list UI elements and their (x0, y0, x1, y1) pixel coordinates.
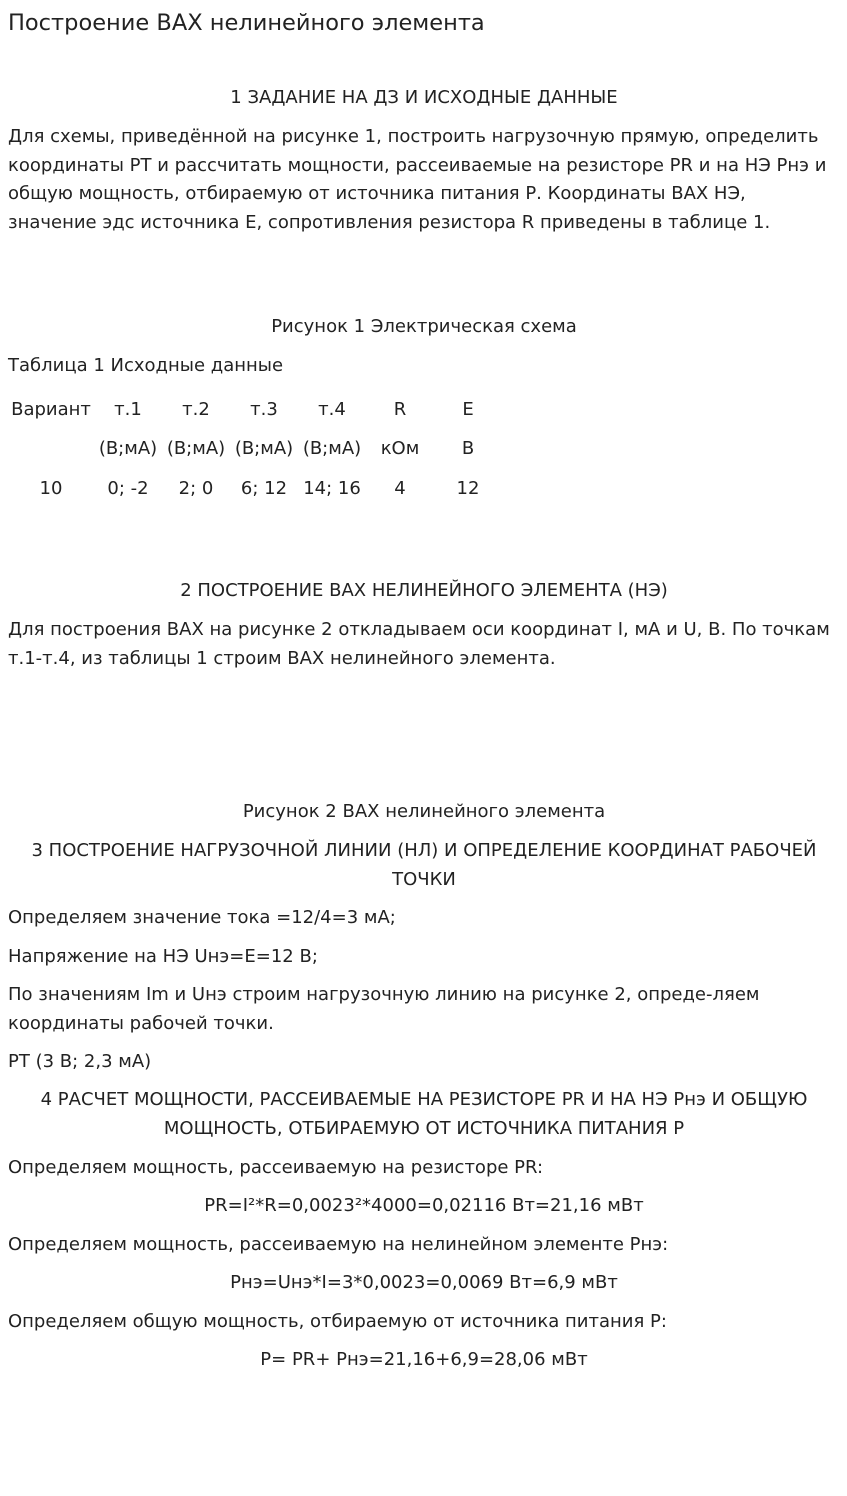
formula-element-power: Рнэ=Uнэ*I=3*0,0023=0,0069 Вт=6,9 мВт (230, 1272, 618, 1293)
table-row (8, 469, 502, 509)
table-cell (8, 430, 94, 470)
table-cell: т.4 (318, 398, 346, 420)
table-cell: (В;мА) (302, 438, 362, 459)
section4-step3: Определяем общую мощность, отбираемую от источника питания Р: (8, 1311, 667, 1332)
table-cell: 4 (394, 477, 406, 499)
section1-heading: 1 ЗАДАНИЕ НА ДЗ И ИСХОДНЫЕ ДАННЫЕ (230, 87, 618, 108)
table-cell: кОм (380, 438, 420, 459)
table-cell: 12 (456, 477, 480, 499)
table-cell: E (462, 398, 474, 420)
table-cell: (В;мА) (98, 438, 158, 459)
table-cell: 2; 0 (178, 477, 214, 499)
table-cell: R (393, 398, 407, 420)
table-cell: 14; 16 (303, 477, 361, 499)
figure2-caption: Рисунок 2 ВАХ нелинейного элемента (242, 801, 606, 822)
section3-paragraph: По значениям Im и Uнэ строим нагрузочную линию на рисунке 2, опреде-ляем координаты рабочей точки. (8, 984, 760, 1034)
source-data-table (8, 390, 502, 509)
section1-paragraph: Для схемы, приведённой на рисунке 1, построить нагрузочную прямую, определить координаты РТ и рассчитать мощности, рассеиваемые на резисторе PR и на НЭ Рнэ и общую мощность, отбираемую от источника питания Р. Координаты ВАХ НЭ, значение эдс источника Е, сопротивления резистора R приведены в таблице 1. (8, 126, 827, 233)
table-cell: т.3 (250, 398, 278, 420)
table-header-row (8, 390, 502, 430)
table-cell: В (461, 438, 475, 459)
table-cell: (В;мА) (234, 438, 294, 459)
table-cell: 6; 12 (240, 477, 288, 499)
formula-total-power: Р= PR+ Рнэ=21,16+6,9=28,06 мВт (260, 1349, 588, 1370)
section2-heading: 2 ПОСТРОЕНИЕ ВАХ НЕЛИНЕЙНОГО ЭЛЕМЕНТА (НЭ) (180, 580, 668, 601)
document-title: Построение ВАХ нелинейного элемента (8, 10, 485, 36)
section3-line2: Напряжение на НЭ Uнэ=Е=12 В; (8, 946, 318, 967)
section3-line1: Определяем значение тока =12/4=3 мА; (8, 907, 396, 928)
section4-heading: 4 РАСЧЕТ МОЩНОСТИ, РАССЕИВАЕМЫЕ НА РЕЗИСТОРЕ PR И НА НЭ Рнэ И ОБЩУЮ МОЩНОСТЬ, ОТБИРАЕМУЮ ОТ ИСТОЧНИКА ПИТАНИЯ Р (40, 1089, 808, 1139)
formula-resistor-power: PR=I²*R=0,0023²*4000=0,02116 Вт=21,16 мВт (204, 1195, 644, 1216)
operating-point-result: РТ (3 В; 2,3 мА) (8, 1051, 152, 1072)
table-cell: 0; -2 (107, 477, 149, 499)
table-cell: т.2 (182, 398, 210, 420)
section3-heading: 3 ПОСТРОЕНИЕ НАГРУЗОЧНОЙ ЛИНИИ (НЛ) И ОПРЕДЕЛЕНИЕ КООРДИНАТ РАБОЧЕЙ ТОЧКИ (31, 840, 817, 890)
figure1-caption: Рисунок 1 Электрическая схема (271, 316, 577, 337)
table-units-row (8, 430, 502, 470)
table-cell: Вариант (11, 398, 91, 420)
section2-paragraph: Для построения ВАХ на рисунке 2 откладываем оси координат I, мА и U, В. По точкам т.1-т.4, из таблицы 1 строим ВАХ нелинейного элемента. (8, 619, 830, 669)
section4-step1: Определяем мощность, рассеиваемую на резисторе PR: (8, 1157, 544, 1178)
table-cell: т.1 (114, 398, 142, 420)
table1-caption: Таблица 1 Исходные данные (8, 355, 284, 376)
section4-step2: Определяем мощность, рассеиваемую на нелинейном элементе Рнэ: (8, 1234, 669, 1255)
table-cell: (В;мА) (166, 438, 226, 459)
table-cell: 10 (39, 477, 63, 499)
